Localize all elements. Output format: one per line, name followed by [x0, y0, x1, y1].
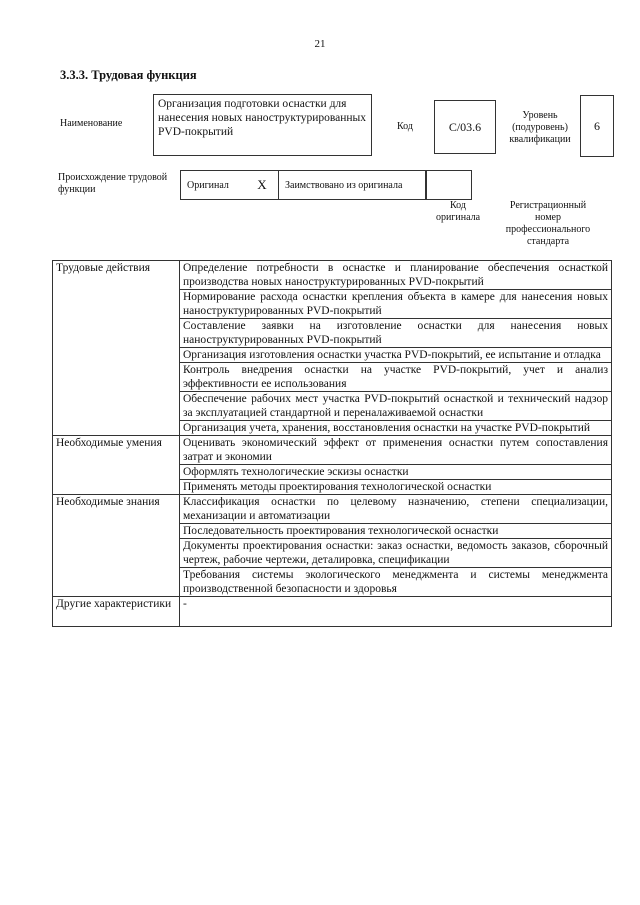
labor-function-table — [52, 260, 612, 627]
origin-row — [180, 170, 472, 200]
labor-action-item: Определение потребности в оснастке и планирование обеспечения оснасткой производства новых наноструктурированных PVD-покрытий — [180, 261, 612, 290]
code-label: Код — [397, 121, 413, 132]
labor-action-item: Организация учета, хранения, восстановления оснастки на участке PVD-покрытий — [180, 421, 612, 436]
original-mark: X — [257, 177, 267, 192]
labor-action-item: Обеспечение рабочих мест участка PVD-покрытий оснасткой и технический надзор за эксплуатацией стандартной и переналаживаемой оснастки — [180, 392, 612, 421]
original-mark-cell — [246, 170, 278, 200]
labor-action-item: Организация изготовления оснастки участка PVD-покрытий, ее испытание и отладка — [180, 348, 612, 363]
borrowed-label: Заимствовано из оригинала — [285, 179, 403, 191]
required-knowledge-heading: Необходимые знания — [53, 495, 180, 597]
labor-actions-heading: Трудовые действия — [53, 261, 180, 436]
code-value-box: C/03.6 — [434, 100, 496, 154]
table-row — [53, 261, 612, 290]
level-value-box: 6 — [580, 95, 614, 157]
function-name-box: Организация подготовки оснастки для нанесения новых наноструктурированных PVD-покрытий — [153, 94, 372, 156]
skill-item: Применять методы проектирования технологической оснастки — [180, 480, 612, 495]
knowledge-item: Документы проектирования оснастки: заказ оснастки, ведомость заказов, сборочный чертеж, рабочие чертежи, деталировка, спецификации — [180, 539, 612, 568]
skill-item: Оформлять технологические эскизы оснастки — [180, 465, 612, 480]
table-row — [53, 436, 612, 465]
original-cell — [180, 170, 246, 200]
table-row — [53, 495, 612, 524]
knowledge-item: Последовательность проектирования технологической оснастки — [180, 524, 612, 539]
knowledge-item: Классификация оснастки по целевому назначению, степени специализации, механизации и автоматизации — [180, 495, 612, 524]
section-title: 3.3.3. Трудовая функция — [60, 68, 197, 82]
original-label: Оригинал — [187, 179, 229, 191]
labor-action-item: Контроль внедрения оснастки на участке PVD-покрытий, учет и анализ эффективности ее использования — [180, 363, 612, 392]
page-number: 21 — [314, 38, 326, 50]
code-original-cell — [426, 170, 472, 200]
other-characteristics-item: - — [180, 597, 612, 627]
knowledge-item: Требования системы экологического менеджмента и системы менеджмента производственной безопасности и здоровья — [180, 568, 612, 597]
labor-action-item: Нормирование расхода оснастки крепления объекта в камере для нанесения новых наноструктурированных PVD-покрытий — [180, 290, 612, 319]
labor-action-item: Составление заявки на изготовление оснастки для нанесения новых наноструктурированных PVD-покрытий — [180, 319, 612, 348]
origin-label: Происхождение трудовой функции — [58, 172, 168, 195]
level-label: Уровень (подуровень) квалификации — [509, 110, 571, 145]
table-row — [53, 597, 612, 627]
borrowed-cell — [278, 170, 426, 200]
other-characteristics-heading: Другие характеристики — [53, 597, 180, 627]
reg-number-caption: Регистрационный номер профессионального стандарта — [505, 200, 591, 247]
name-label: Наименование — [60, 118, 123, 129]
code-original-caption: Код оригинала — [435, 200, 481, 223]
skill-item: Оценивать экономический эффект от применения оснастки путем сопоставления затрат и экономии — [180, 436, 612, 465]
required-skills-heading: Необходимые умения — [53, 436, 180, 495]
